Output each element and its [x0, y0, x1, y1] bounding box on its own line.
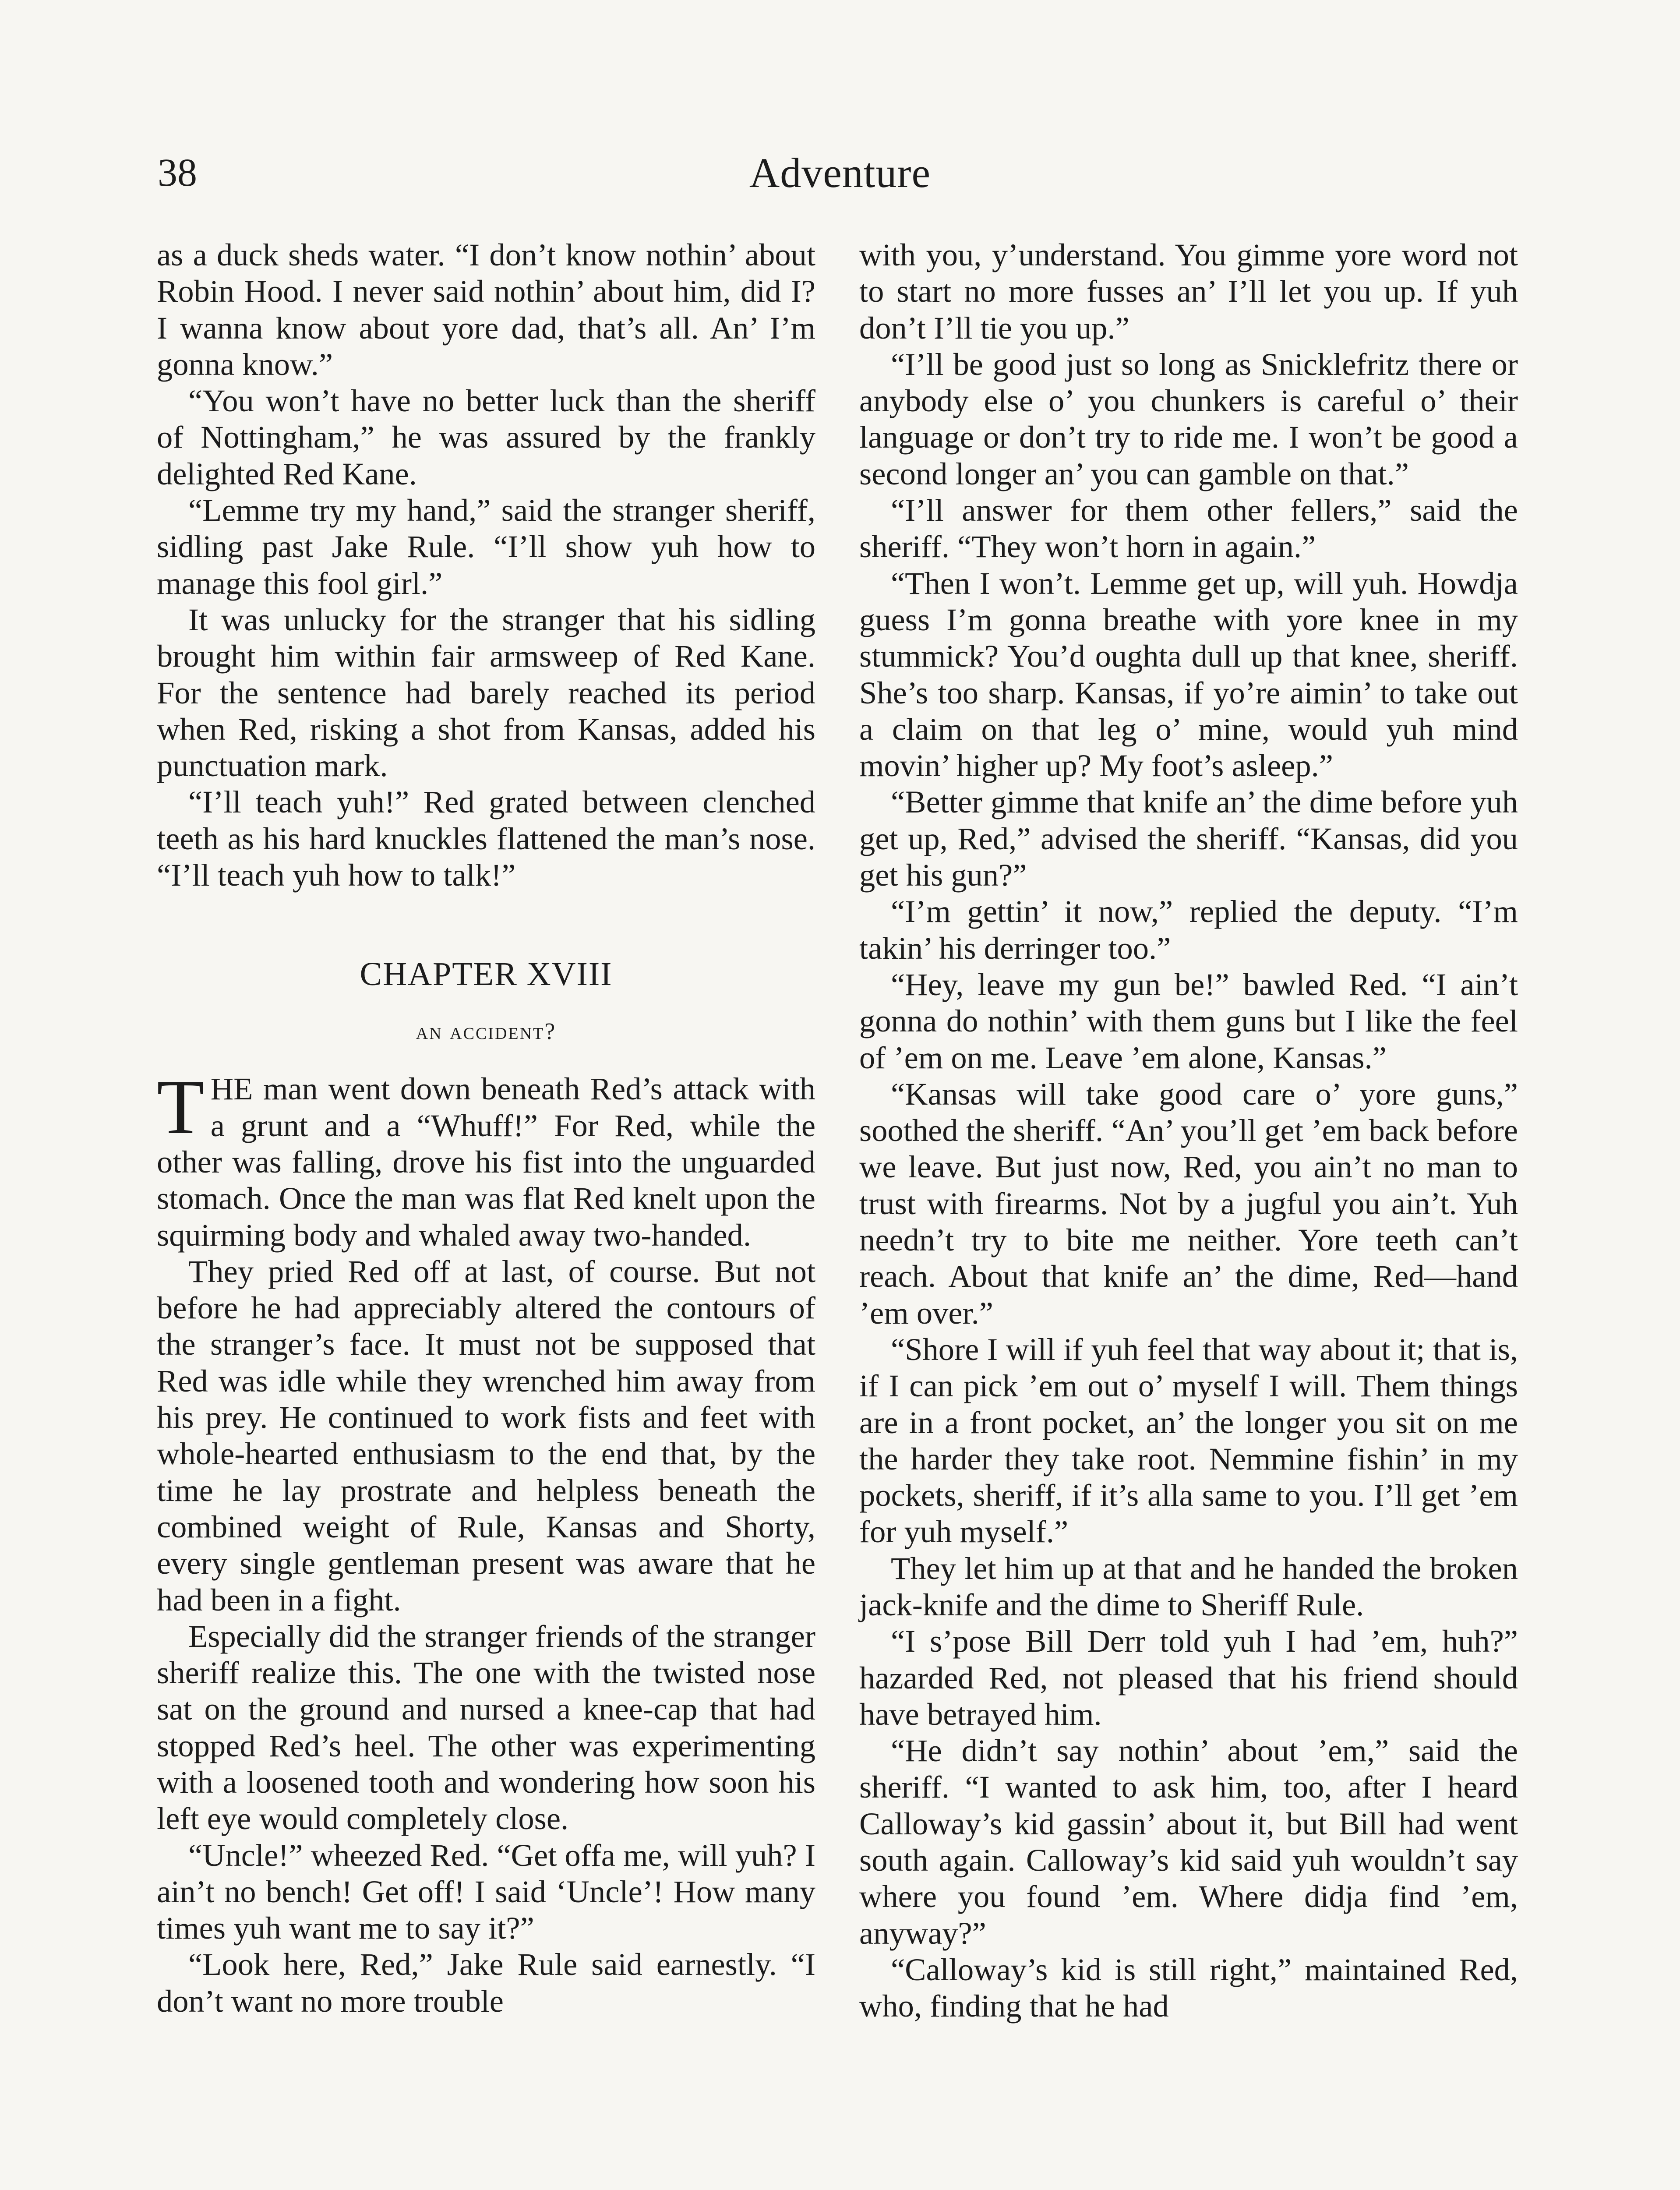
paragraph: “Then I won’t. Lemme get up, will yuh. Howdja guess I’m gonna breathe with yore knee in my stummick? You’d oughta dull up that knee, sheriff. She’s too sharp. Kansas, if yo’re aimin’ to take out a claim on that leg o’ mine, would yuh mind movin’ higher up? My foot’s asleep.” [859, 565, 1518, 784]
chapter-title: CHAPTER XVIII [360, 956, 613, 993]
paragraph: “You won’t have no better luck than the sheriff of Nottingham,” he was assured by the frankly delighted Red Kane. [157, 383, 815, 491]
paragraph: “I’ll teach yuh!” Red grated between clenched teeth as his hard knuckles flattened the man’s nose. “I’ll teach yuh how to talk!” [157, 784, 815, 893]
chapter-subtitle: an accident? [416, 1018, 557, 1045]
paragraph: “Shore I will if yuh feel that way about it; that is, if I can pick ’em out o’ myself I will. Them things are in a front pocket, an’ the longer you sit on me the harder they take root. Nemmine fishin’ in my pockets, sheriff, if it’s alla same to you. I’ll get ’em for yuh myself.” [859, 1331, 1518, 1550]
paragraph: “Look here, Red,” Jake Rule said earnestly. “I don’t want no more trouble [157, 1946, 815, 2019]
paragraph: with you, y’understand. You gimme yore word not to start no more fusses an’ I’ll let you up. If yuh don’t I’ll tie you up.” [859, 237, 1518, 346]
paragraph: “Calloway’s kid is still right,” maintained Red, who, finding that he had [859, 1951, 1518, 2024]
drop-cap: T [157, 1063, 205, 1151]
paragraph: They let him up at that and he handed the broken jack-knife and the dime to Sheriff Rule. [859, 1550, 1518, 1622]
paragraph: “I’m gettin’ it now,” replied the deputy. “I’m takin’ his derringer too.” [859, 894, 1518, 966]
paragraph: “Lemme try my hand,” said the stranger sheriff, sidling past Jake Rule. “I’ll show yuh how to manage this fool girl.” [157, 492, 815, 601]
running-head-title: Adventure [749, 149, 931, 196]
paragraph: “Uncle!” wheezed Red. “Get offa me, will yuh? I ain’t no bench! Get off! I said ‘Uncle’! How many times yuh want me to say it?” [157, 1837, 815, 1946]
page-header [0, 149, 1680, 197]
paragraph: “I s’pose Bill Derr told yuh I had ’em, huh?” hazarded Red, not pleased that his friend should have betrayed him. [859, 1623, 1518, 1732]
right-column [859, 237, 1518, 2024]
chapter-opening-text: HE man went down beneath Red’s attack with a grunt and a “Whuff!” For Red, while the other was falling, drove his fist into the unguarded stomach. Once the man was flat Red knelt upon the squirming body and whaled away two-handed. [157, 1071, 815, 1253]
left-column [157, 237, 815, 2019]
paragraph: They pried Red off at last, of course. But not before he had appreciably altered the contours of the stranger’s face. It must not be supposed that Red was idle while they wrenched him away from his prey. He continued to work fists and feet with whole-hearted enthusiasm to the end that, by the time he lay prostrate and helpless beneath the combined weight of Rule, Kansas and Shorty, every single gentleman present was aware that he had been in a fight. [157, 1253, 815, 1618]
paragraph: as a duck sheds water. “I don’t know nothin’ about Robin Hood. I never said nothin’ about him, did I? I wanna know about yore dad, that’s all. An’ I’m gonna know.” [157, 237, 815, 382]
paragraph: “Hey, leave my gun be!” bawled Red. “I ain’t gonna do nothin’ with them guns but I like the feel of ’em on me. Leave ’em alone, Kansas.” [859, 966, 1518, 1075]
chapter-opening-paragraph [157, 1063, 815, 1253]
paragraph: “Better gimme that knife an’ the dime before yuh get up, Red,” advised the sheriff. “Kansas, did you get his gun?” [859, 784, 1518, 893]
paragraph: “Kansas will take good care o’ yore guns,” soothed the sheriff. “An’ you’ll get ’em back before we leave. But just now, Red, you ain’t no man to trust with firearms. Not by a jugful you ain’t. Yuh needn’t try to bite me neither. Yore teeth can’t reach. About that knife an’ the dime, Red—hand ’em over.” [859, 1076, 1518, 1331]
paragraph: “I’ll answer for them other fellers,” said the sheriff. “They won’t horn in again.” [859, 492, 1518, 565]
paragraph: “He didn’t say nothin’ about ’em,” said the sheriff. “I wanted to ask him, too, after I heard Calloway’s kid gassin’ about it, but Bill had went south again. Calloway’s kid said yuh wouldn’t say where you found ’em. Where didja find ’em, anyway?” [859, 1733, 1518, 1951]
paragraph: Especially did the stranger friends of the stranger sheriff realize this. The one with the twisted nose sat on the ground and nursed a knee-cap that had stopped Red’s heel. The other was experimenting with a loosened tooth and wondering how soon his left eye would completely close. [157, 1618, 815, 1837]
paragraph: “I’ll be good just so long as Snicklefritz there or anybody else o’ you chunkers is careful o’ their language or don’t try to ride me. I won’t be good a second longer an’ you can gamble on that.” [859, 346, 1518, 491]
page-number: 38 [158, 151, 197, 194]
paragraph: It was unlucky for the stranger that his sidling brought him within fair armsweep of Red Kane. For the sentence had barely reached its period when Red, risking a shot from Kansas, added his punctuation mark. [157, 601, 815, 784]
